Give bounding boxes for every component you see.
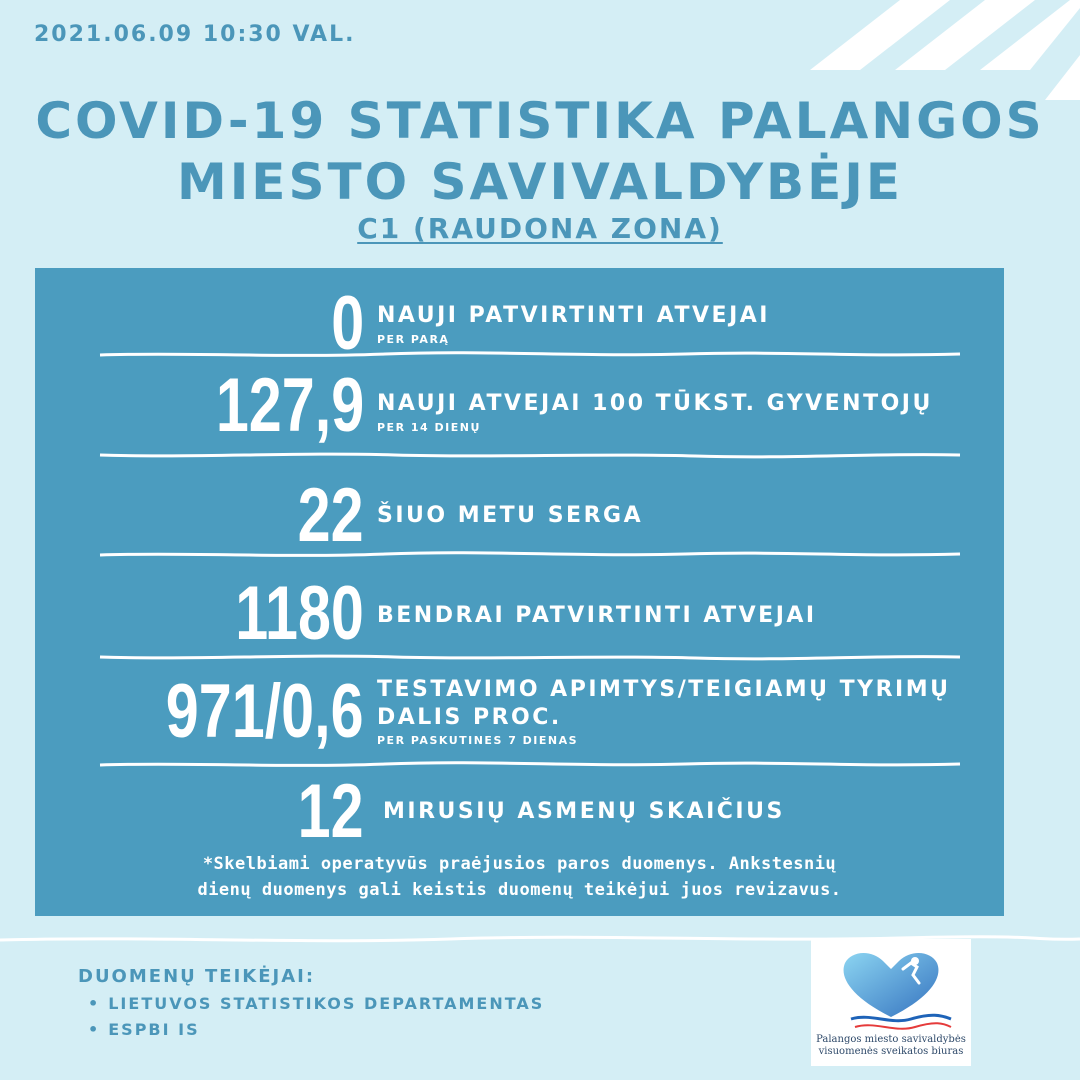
stat-label-text: NAUJI PATVIRTINTI ATVEJAI bbox=[377, 303, 770, 328]
stat-sublabel: PER 14 DIENŲ bbox=[377, 420, 481, 434]
stat-label-text: BENDRAI PATVIRTINTI ATVEJAI bbox=[377, 603, 817, 628]
logo-caption-line2: visuomenės sveikatos biuras bbox=[818, 1046, 964, 1057]
data-note-line2: dienų duomenys gali keistis duomenų teikėjui juos revizavus. bbox=[197, 879, 842, 900]
row-divider bbox=[35, 550, 1004, 560]
stat-value: 127,9 bbox=[215, 363, 364, 448]
stat-label bbox=[377, 390, 992, 434]
stat-value: 22 bbox=[298, 473, 364, 558]
timestamp: 2021.06.09 10:30 VAL. bbox=[34, 22, 356, 47]
stat-sublabel: PER PASKUTINES 7 DIENAS bbox=[377, 734, 579, 747]
page-title-line1: COVID-19 STATISTIKA PALANGOS bbox=[35, 92, 1045, 150]
stat-value: 0 bbox=[331, 281, 364, 366]
row-divider bbox=[35, 760, 1004, 770]
zone-label bbox=[0, 212, 1080, 245]
stat-value: 12 bbox=[298, 769, 364, 854]
stat-label-text: MIRUSIŲ ASMENŲ SKAIČIUS bbox=[383, 799, 785, 824]
logo-caption bbox=[811, 1034, 971, 1058]
stat-label-text: NAUJI ATVEJAI 100 TŪKST. GYVENTOJŲ bbox=[377, 391, 933, 416]
data-note bbox=[35, 852, 1004, 903]
row-divider bbox=[35, 350, 1004, 360]
stat-label bbox=[377, 676, 992, 748]
row-divider bbox=[35, 652, 1004, 662]
stat-value: 971/0,6 bbox=[166, 669, 364, 754]
provider-item: • ESPBI IS bbox=[88, 1017, 544, 1043]
stat-label-text: ŠIUO METU SERGA bbox=[377, 503, 644, 528]
stats-panel bbox=[35, 268, 1004, 916]
stat-sublabel: PER PARĄ bbox=[377, 332, 450, 346]
zone-text: C1 (RAUDONA ZONA) bbox=[357, 212, 723, 245]
stat-label bbox=[377, 302, 992, 346]
providers-heading: DUOMENŲ TEIKĖJAI: bbox=[78, 966, 316, 987]
stat-label bbox=[377, 602, 992, 630]
data-providers bbox=[78, 966, 544, 1042]
provider-item: • LIETUVOS STATISTIKOS DEPARTAMENTAS bbox=[88, 991, 544, 1017]
stat-label bbox=[377, 502, 992, 530]
providers-list bbox=[78, 991, 544, 1042]
heart-logo-icon bbox=[811, 939, 971, 1034]
row-divider bbox=[35, 450, 1004, 460]
data-note-line1: *Skelbiami operatyvūs praėjusios paros duomenys. Ankstesnių bbox=[202, 854, 837, 874]
page-title-line2: MIESTO SAVIVALDYBĖJE bbox=[176, 153, 904, 211]
stat-value: 1180 bbox=[235, 571, 364, 656]
stat-label bbox=[383, 798, 998, 826]
stat-label-text: TESTAVIMO APIMTYS/TEIGIAMŲ TYRIMŲ DALIS PROC. bbox=[377, 677, 951, 730]
logo-caption-line1: Palangos miesto savivaldybės bbox=[816, 1034, 966, 1045]
organization-logo bbox=[811, 939, 971, 1066]
